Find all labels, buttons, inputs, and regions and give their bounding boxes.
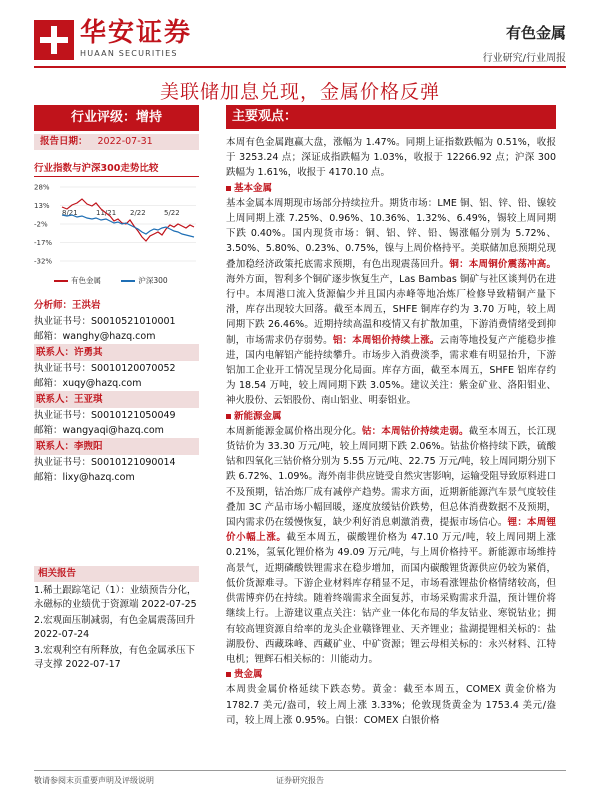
new-energy-text-1: 本周新能源金属价格出现分化。 (226, 425, 362, 437)
main-points-heading: 主要观点： (226, 105, 556, 129)
contact-email[interactable]: 邮箱：wangyaqi@hazq.com (34, 425, 164, 436)
chart-title: 行业指数与沪深300走势比较 (34, 161, 199, 177)
contact-email[interactable]: 邮箱：lixy@hazq.com (34, 472, 135, 483)
related-report-item[interactable]: 2.宏观面压制减弱，有色金属震荡回升 2022-07-24 (34, 615, 196, 640)
intro-paragraph: 本周有色金属跑赢大盘，涨幅为 1.47%。同期上证指数跌幅为 0.51%，收报于 3253.24 点；深证成指跌幅为 1.03%，收报于 12266.92 点；沪深 300 跌幅为 1.61%，收报于 4170.10 点。 (226, 137, 556, 179)
footer-divider (34, 770, 566, 771)
related-report-item[interactable]: 1.稀土跟踪笔记（1）：业绩预告分化，永磁标的业绩优于资源端 2022-07-25 (34, 585, 197, 610)
new-energy-text-3: 截至本周五，碳酸锂价格为 47.10 万元/吨，较上周同期上涨 0.21%，氢氧化锂价格为 49.09 万元/吨，与上周价格持平。新能源市场维持高景气，近期磷酸铁锂需求在稳步增加，而国内碳酸锂货源供应仍较为紧俏，低价货源难寻。下游企业材料库存稍显不足，市场看涨锂盐价格情绪较高，但供需博弈仍在持续。随着终端需求全面复苏，市场采购需求升温，预计锂价将继续上行。上游建议重点关注：钴产业一体化布局的华友钴业、寒锐钴业；拥有较高锂资源自给率的龙头企业赣锋锂业、天齐锂业；盐湖提锂相关标的：盐湖股份、西藏珠峰、西藏矿业、中矿资源；锂云母相关标的：永兴材料、江特电机；锂辉石相关标的：川能动力。 (226, 532, 556, 665)
contact-cert: 执业证书号：S0010121090014 (34, 457, 176, 468)
y-tick-label: -2% (34, 220, 48, 229)
x-tick-label: 2/22 (130, 209, 146, 217)
logo-mark-icon (34, 20, 74, 60)
precious-metals-paragraph: 本周贵金属价格延续下跌态势。黄金：截至本周五，COMEX 黄金价格为 1782.7 美元/盎司，较上周上涨 3.33%；伦敦现货黄金为 1753.4 美元/盎司，较上周上涨 0.95%。白银：COMEX 白银价格 (226, 684, 556, 726)
lithium-highlight: 锂：本周锂价小幅上涨。 (226, 517, 556, 544)
chart-legend (54, 275, 186, 286)
logo-english-name: HUAAN SECURITIES (80, 49, 178, 58)
industry-rating: 行业评级：增持 (34, 105, 199, 131)
analyst-cert: 执业证书号：S0010521010001 (34, 316, 176, 327)
logo-name: 华安证券 (80, 18, 193, 48)
header-divider (34, 66, 566, 68)
index-comparison-chart (34, 179, 199, 291)
new-energy-paragraph (226, 424, 556, 667)
cobalt-highlight: 钴：本周钴价持续走弱。 (361, 425, 469, 437)
related-report-item[interactable]: 3.宏观利空有所释放，有色金属承压下寻支撑 2022-07-17 (34, 645, 196, 670)
legend-item-industry: 有色金属 (54, 276, 101, 285)
new-energy-metals-heading: 新能源金属 (226, 409, 556, 424)
chart-svg (34, 179, 199, 275)
base-metals-text-1: 基本金属本周期现市场部分持续拉升。期货市场：LME 铜、铝、锌、铅、镍较上周同期上涨 7.25%、0.96%、10.36%、1.32%、6.49%，锡较上周同期下跌 0.40%。国内现货市场：铜、铝、锌、铅、锡涨幅分别为 5.72%、3.50%、5.80%、0.23%、0.75%，镍与上周价格持平。美联储加息预期兑现叠加稳经济政策托底需求预期，有色出现震荡回升。 (226, 197, 556, 270)
base-metals-heading: 基本金属 (226, 181, 556, 196)
base-metals-text-3: 云南等地投复产产能稳步推进，国内电解铝产能持续攀升。市场步入消费淡季，需求难有明显抬升，下游铝加工企业开工情况呈现分化局面。库存方面，截至本周五，SHFE 铝库存约为 18.54 万吨，较上周同期下跌 3.05%。建议关注：紫金矿业、洛阳钼业、神火股份、云铝股份、南山铝业、明泰铝业。 (226, 334, 556, 407)
base-metals-paragraph (226, 196, 556, 409)
aluminum-highlight: 铝：本周铝价持续上涨。 (332, 334, 440, 346)
left-sidebar (34, 105, 199, 485)
legend-item-index: 沪深300 (121, 276, 167, 285)
report-type-label: 行业研究/行业周报 (482, 53, 566, 64)
footer-disclaimer: 敬请参阅末页重要声明及评级说明 (34, 776, 154, 785)
contact-name: 联系人：李煦阳 (34, 438, 199, 455)
industry-label: 有色金属 (505, 24, 566, 42)
main-content (226, 105, 556, 728)
analyst-block (34, 297, 199, 485)
x-tick-label: 8/21 (62, 209, 78, 217)
y-tick-label: -17% (34, 239, 53, 247)
contact-cert: 执业证书号：S0010121050049 (34, 410, 176, 421)
contact-cert: 执业证书号：S0010120070052 (34, 363, 176, 374)
related-reports (34, 566, 199, 672)
x-tick-label: 11/21 (96, 209, 117, 217)
report-date-label: 报告日期： (40, 136, 88, 147)
analyst-email[interactable]: 邮箱：wanghy@hazq.com (34, 331, 156, 342)
footer-report-label: 证券研究报告 (276, 776, 324, 785)
x-tick-label: 5/22 (164, 209, 180, 217)
base-metals-text-2: 海外方面，智利多个铜矿逐步恢复生产，Las Bambas 铜矿与社区谈判仍在进行中。本周港口流入货源偏少并且国内赤峰等地冶炼厂检修导致精铜产量下滑，库存出现较大回落。截至本周五，SHFE 铜库存约为 3.70 万吨，较上周同期下跌 26.46%。近期持续高温和疫情又有扩散加重，下游消费情绪受到抑制，市场需求仍存弱势。 (226, 273, 556, 346)
new-energy-text-2: 截至本周五，长江现货钴价为 33.30 万元/吨，较上周同期下跌 2.06%。钴盐价格持续下跌，硫酸钴和四氧化三钴价格分别为 5.55 万元/吨、22.75 万元/吨，较上周同期分别下跌 6.72%、1.09%。海外南非供应链受自然灾害影响，运输受阻导致原料进口不及预期，钴冶炼厂成有减停产趋势。需求方面，近期新能源汽车景气度较佳叠加 3C 产品市场小幅回暖，逐度放缓钴价跌势，但总体消费数据不及预期，国内需求仍在缓慢恢复，缺少利好消息刺激消费，提振市场信心。 (226, 425, 556, 529)
copper-highlight: 铜：本周铜价震荡冲高。 (449, 258, 556, 270)
report-date-value: 2022-07-31 (97, 136, 153, 147)
contact-email[interactable]: 邮箱：xuqy@hazq.com (34, 378, 142, 389)
y-tick-label: 28% (34, 183, 50, 192)
contact-name: 联系人：许勇其 (34, 344, 199, 361)
y-tick-label: 13% (34, 202, 50, 210)
report-title: 美联储加息兑现，金属价格反弹 (159, 81, 440, 103)
company-logo (34, 18, 234, 60)
related-reports-title: 相关报告 (34, 566, 199, 582)
index-series-line (62, 215, 194, 237)
y-tick-label: -32% (34, 257, 53, 266)
precious-metals-heading: 贵金属 (226, 667, 556, 682)
analyst-name: 分析师：王洪岩 (34, 300, 101, 311)
report-date (34, 134, 199, 150)
contact-name: 联系人：王亚琪 (34, 391, 199, 408)
